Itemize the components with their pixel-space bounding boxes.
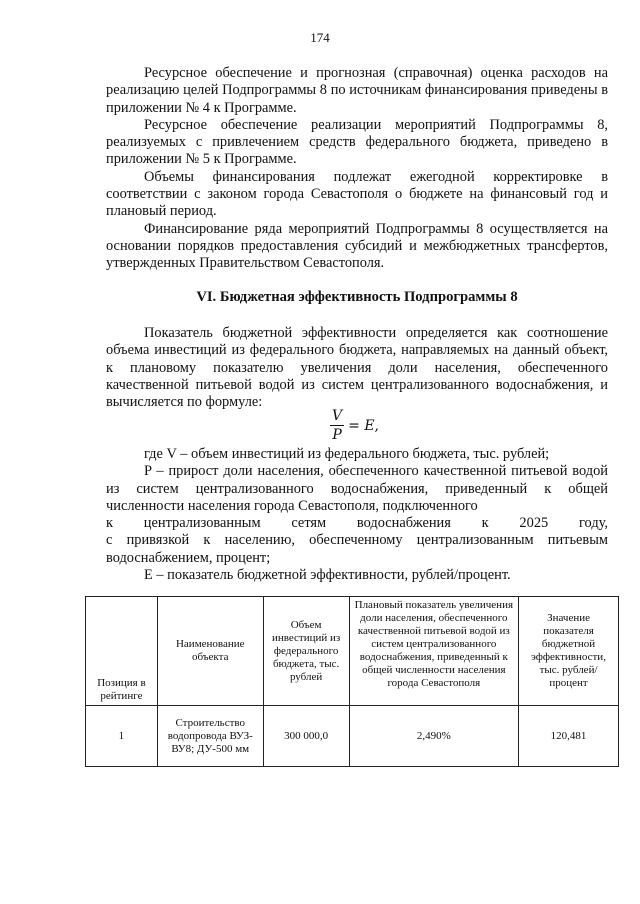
top-paragraphs xyxy=(106,65,608,273)
intro-paragraph-block xyxy=(106,325,608,411)
definition-v: где V – объем инвестиций из федерального бюджета, тыс. рублей; xyxy=(144,446,550,462)
formula-numerator: V xyxy=(332,408,343,424)
paragraph: Ресурсное обеспечение реализации мероприятий Подпрограммы 8, реализуемых с привлечением средств федерального бюджета, приведено в приложении № 5 к Программе. xyxy=(106,116,608,168)
definition-e: E – показатель бюджетной эффективности, рублей/процент. xyxy=(144,567,511,584)
efficiency-table xyxy=(85,596,619,767)
paragraph: Ресурсное обеспечение и прогнозная (справочная) оценка расходов на реализацию целей Подпрограммы 8 по источникам финансирования приведены в приложении № 4 к Программе. xyxy=(106,65,608,116)
header-planned-indicator: Плановый показатель увеличения доли населения, обеспеченного качественной питьевой водой из систем централизованного водоснабжения, приведенный к общей численности населения города Севастополя xyxy=(349,597,519,706)
definition-p: P – прирост доли населения, обеспеченного качественной питьевой водой из систем централизованного водоснабжения, приведенный к общей численности населения города Севастополя, подключенного xyxy=(106,463,608,514)
page-number: 174 xyxy=(310,30,330,45)
formula-rhs-letter: E xyxy=(364,417,375,434)
cell-object-name: Строительство водопровода ВУЗ-ВУ8; ДУ-500 мм xyxy=(157,706,263,767)
cell-investment-volume: 300 000,0 xyxy=(263,706,349,767)
paragraph: Финансирование ряда мероприятий Подпрограммы 8 осуществляется на основании порядков предоставления субсидий и межбюджетных трансфертов, утвержденных Правительством Севастополя. xyxy=(106,220,608,272)
cell-rank: 1 xyxy=(86,706,158,767)
header-rank: Позиция в рейтинге xyxy=(86,597,158,706)
header-object-name: Наименование объекта xyxy=(157,597,263,706)
table-header-row xyxy=(86,597,619,706)
formula-denominator: P xyxy=(332,427,342,443)
table-row xyxy=(86,706,619,767)
paragraph: Объемы финансирования подлежат ежегодной корректировке в соответствии с законом города Севастополя о бюджете на финансовый год и плановый период. xyxy=(106,168,608,220)
formula-rhs-suffix: , xyxy=(374,417,379,434)
formula-fraction xyxy=(330,408,344,443)
definitions xyxy=(106,446,608,584)
formula-rhs: = E, xyxy=(348,417,379,434)
definition-p-end: с привязкой к населению, обеспеченному централизованным питьевым водоснабжением, процент; xyxy=(106,532,608,566)
header-efficiency-value: Значение показателя бюджетной эффективности, тыс. рублей/ процент xyxy=(519,597,619,706)
cell-efficiency-value: 120,481 xyxy=(519,706,619,767)
header-investment-volume: Объем инвестиций из федерального бюджета, тыс. рублей xyxy=(263,597,349,706)
section-heading: VI. Бюджетная эффективность Подпрограммы 8 xyxy=(196,289,518,305)
definition-p-continued: к централизованным сетям водоснабжения к 2025 году, xyxy=(106,515,608,532)
intro-paragraph: Показатель бюджетной эффективности определяется как соотношение объема инвестиций из федерального бюджета, направляемых на данный объект, к плановому показателю увеличения доли населения, обеспеченного качественной питьевой водой из систем централизованного водоснабжения, и вычисляется по формуле: xyxy=(106,325,608,411)
efficiency-formula xyxy=(330,408,379,443)
cell-planned-indicator: 2,490% xyxy=(349,706,519,767)
